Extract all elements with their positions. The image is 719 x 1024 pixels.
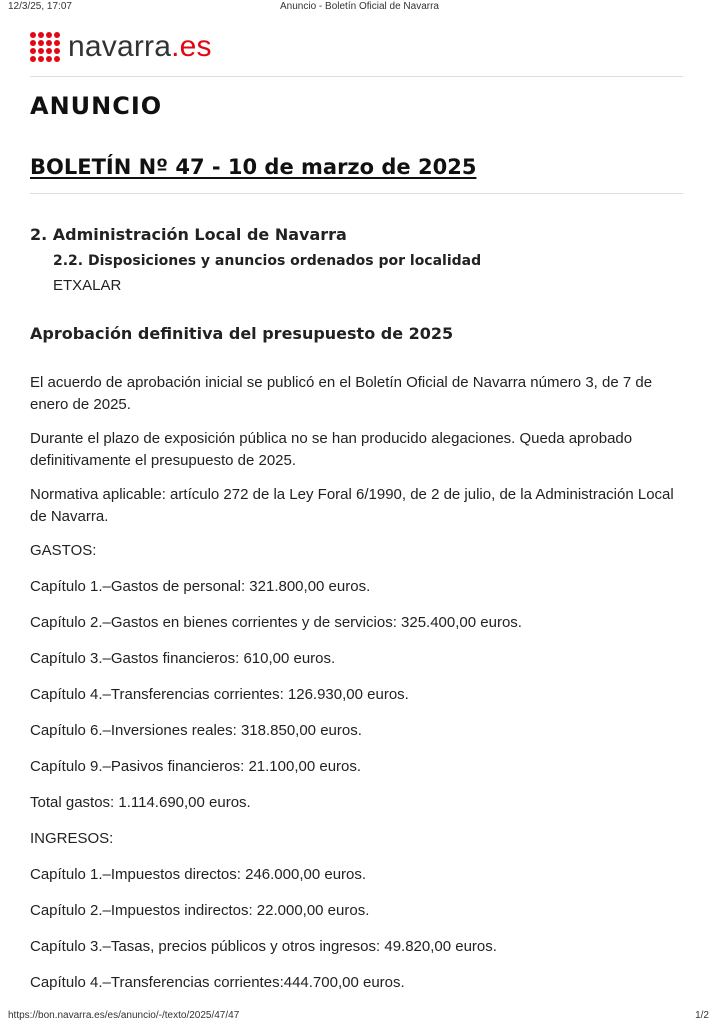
print-page-number: 1/2 bbox=[695, 1010, 709, 1021]
ingresos-item: Capítulo 4.–Transferencias corrientes:444.700,00 euros. bbox=[30, 974, 405, 991]
page-title: ANUNCIO bbox=[30, 92, 163, 120]
total-gastos: Total gastos: 1.114.690,00 euros. bbox=[30, 794, 251, 811]
logo-dots-icon bbox=[30, 32, 60, 62]
gastos-item: Capítulo 9.–Pasivos financieros: 21.100,00 euros. bbox=[30, 758, 362, 775]
section-title: 2. Administración Local de Navarra bbox=[30, 225, 347, 244]
gastos-label: GASTOS: bbox=[30, 542, 97, 559]
locality-name: ETXALAR bbox=[53, 277, 122, 294]
bulletin-link[interactable]: BOLETÍN Nº 47 - 10 de marzo de 2025 bbox=[30, 155, 477, 179]
subsection-title: 2.2. Disposiciones y anuncios ordenados por localidad bbox=[53, 253, 482, 269]
paragraph: Normativa aplicable: artículo 272 de la Ley Foral 6/1990, de 2 de julio, de la Administración Local de Navarra. bbox=[30, 486, 674, 525]
paragraph: El acuerdo de aprobación inicial se publicó en el Boletín Oficial de Navarra número 3, de 7 de enero de 2025. bbox=[30, 374, 653, 413]
logo-text bbox=[68, 30, 212, 64]
print-page-title: Anuncio - Boletín Oficial de Navarra bbox=[280, 1, 439, 12]
logo-name: navarra bbox=[68, 30, 172, 63]
ingresos-item: Capítulo 1.–Impuestos directos: 246.000,00 euros. bbox=[30, 866, 367, 883]
ingresos-item: Capítulo 2.–Impuestos indirectos: 22.000,00 euros. bbox=[30, 902, 370, 919]
gastos-item: Capítulo 4.–Transferencias corrientes: 126.930,00 euros. bbox=[30, 686, 409, 703]
logo-tld: .es bbox=[171, 30, 212, 63]
header-divider bbox=[30, 76, 683, 77]
paragraph: Durante el plazo de exposición pública no se han producido alegaciones. Queda aprobado definitivamente el presupuesto de 2025. bbox=[30, 430, 633, 469]
notice-heading: Aprobación definitiva del presupuesto de 2025 bbox=[30, 324, 454, 343]
bulletin-divider bbox=[30, 193, 683, 194]
gastos-item: Capítulo 1.–Gastos de personal: 321.800,00 euros. bbox=[30, 578, 371, 595]
notice-body bbox=[30, 372, 680, 1008]
print-url: https://bon.navarra.es/es/anuncio/-/texto/2025/47/47 bbox=[8, 1010, 240, 1021]
print-header bbox=[0, 0, 719, 14]
gastos-item: Capítulo 3.–Gastos financieros: 610,00 euros. bbox=[30, 650, 336, 667]
gastos-item: Capítulo 2.–Gastos en bienes corrientes y de servicios: 325.400,00 euros. bbox=[30, 614, 522, 631]
print-footer bbox=[0, 1010, 719, 1024]
gastos-item: Capítulo 6.–Inversiones reales: 318.850,00 euros. bbox=[30, 722, 362, 739]
print-datetime: 12/3/25, 17:07 bbox=[8, 1, 72, 12]
ingresos-label: INGRESOS: bbox=[30, 830, 114, 847]
navarra-logo[interactable] bbox=[30, 30, 212, 64]
ingresos-item: Capítulo 3.–Tasas, precios públicos y otros ingresos: 49.820,00 euros. bbox=[30, 938, 497, 955]
